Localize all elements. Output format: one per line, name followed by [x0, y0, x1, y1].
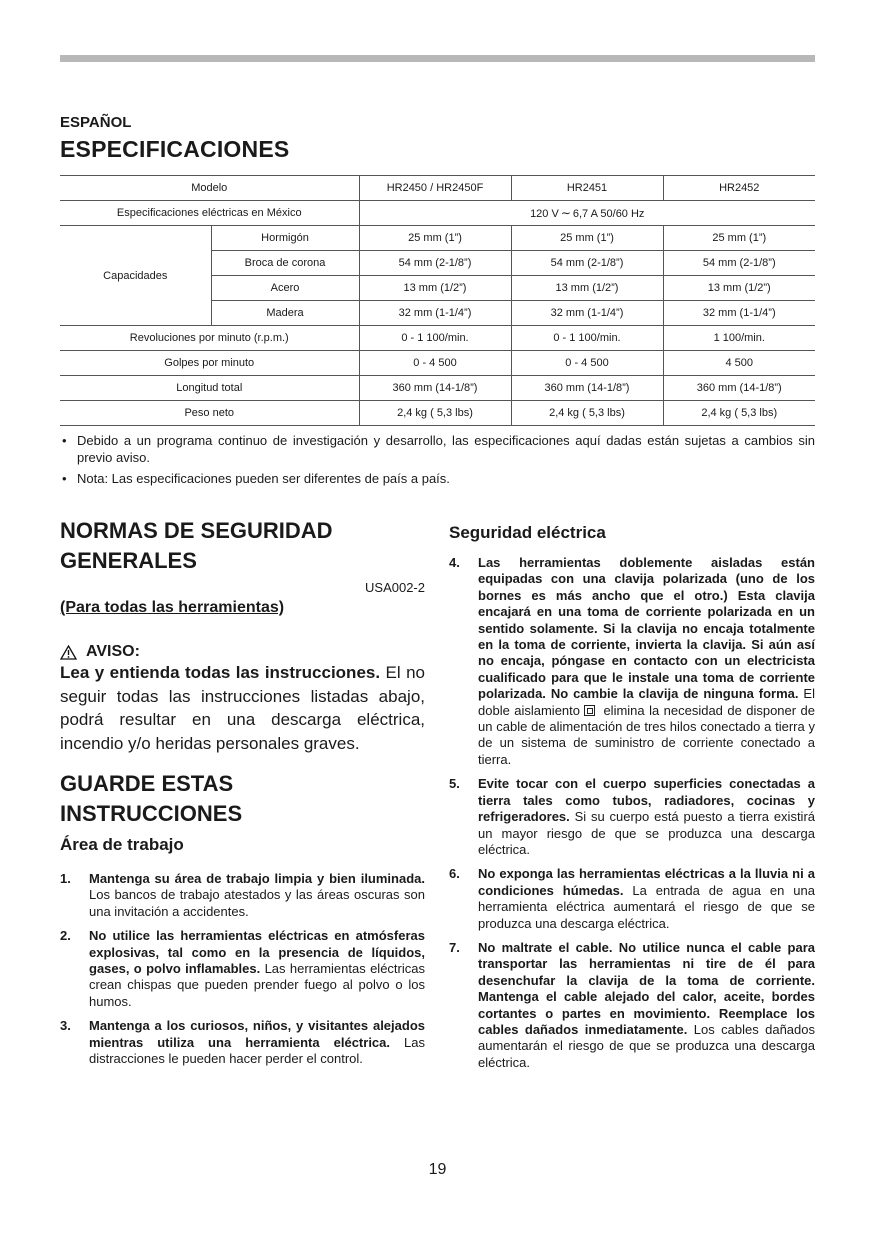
table-cell: 1 100/min. — [663, 326, 815, 351]
item-bold-text: Las herramientas doblemente aisladas están equipadas con una clavija polarizada (uno de los bornes es más ancho que el otro.) Esta clavija encajará en una toma de corriente polarizada en un sentido solamente. Si la clavija no encaja totalmente en la toma de corriente, invierta la clavija. Si aún así no encaja, póngase en contacto con un electricista cualificado para que le instale una toma de corriente polarizada. No cambie la clavija de ninguna forma. — [478, 555, 815, 702]
warning-triangle-icon — [60, 645, 77, 660]
title-line: NORMAS DE SEGURIDAD — [60, 518, 333, 543]
item-text: La entrada de agua en una herramienta eléctrica aumentará el riesgo de que se produzca una descarga eléctrica. — [478, 882, 815, 931]
table-cell: 25 mm (1”) — [663, 226, 815, 251]
table-cell: Revoluciones por minuto (r.p.m.) — [60, 326, 359, 351]
table-cell: Golpes por minuto — [60, 351, 359, 376]
table-cell: Modelo — [60, 176, 359, 201]
table-row — [60, 176, 815, 201]
item-text: elimina la necesidad de disponer de un cable de alimentación de tres hilos conectado a tierra y de un sistema de suministro de corriente conectado a tierra. — [478, 702, 815, 767]
item-number: 6. — [449, 866, 460, 882]
table-cell: HR2452 — [663, 176, 815, 201]
table-cell: Madera — [211, 301, 359, 326]
right-column — [449, 519, 815, 1079]
item-bold-text: Mantenga su área de trabajo limpia y bien iluminada. — [89, 871, 425, 886]
work-area-list — [60, 871, 425, 1067]
table-cell: Broca de corona — [211, 251, 359, 276]
title-line: GUARDE ESTAS — [60, 771, 234, 796]
table-row — [60, 376, 815, 401]
table-cell: 25 mm (1”) — [359, 226, 511, 251]
current-value: 6,7 A 50/60 Hz — [572, 208, 645, 220]
section-subtitle: (Para todas las herramientas) — [60, 599, 285, 616]
list-item — [449, 776, 815, 858]
table-cell: 2,4 kg ( 5,3 lbs) — [511, 401, 663, 426]
warning-heading — [60, 643, 425, 661]
table-cell: Longitud total — [60, 376, 359, 401]
warning-bold-text: Lea y entienda todas las instrucciones. — [60, 663, 381, 682]
section-title-save — [60, 769, 425, 829]
table-cell: 13 mm (1/2”) — [511, 276, 663, 301]
left-column — [60, 516, 425, 1075]
table-row — [60, 351, 815, 376]
table-cell: 54 mm (2-1/8”) — [359, 251, 511, 276]
table-cell: 32 mm (1-1/4”) — [359, 301, 511, 326]
table-cell: 32 mm (1-1/4”) — [511, 301, 663, 326]
electrical-safety-title: Seguridad eléctrica — [449, 523, 606, 542]
list-item — [449, 555, 815, 768]
item-bold-text: Mantenga a los curiosos, niños, y visitantes alejados mientras utiliza una herramienta eléctrica. — [89, 1018, 425, 1050]
item-bold-text: No exponga las herramientas eléctricas a la lluvia ni a condiciones húmedas. — [478, 866, 815, 898]
table-cell: 32 mm (1-1/4”) — [663, 301, 815, 326]
item-text: Los bancos de trabajo atestados y las áreas oscuras son una invitación a accidentes. — [89, 887, 425, 919]
table-cell: Especificaciones eléctricas en México — [60, 201, 359, 226]
item-number: 1. — [60, 871, 71, 886]
table-cell: Hormigón — [211, 226, 359, 251]
item-bold-text: Evite tocar con el cuerpo superficies conectadas a tierra tales como tubos, radiadores, cocinas y refrigeradores. — [478, 776, 815, 825]
table-cell: 2,4 kg ( 5,3 lbs) — [663, 401, 815, 426]
work-area-title: Área de trabajo — [60, 835, 184, 854]
table-cell: 54 mm (2-1/8”) — [663, 251, 815, 276]
table-row — [60, 326, 815, 351]
specifications-table — [60, 175, 815, 426]
item-bold-text: No maltrate el cable. No utilice nunca el cable para transportar las herramientas ni tire de él para desenchufar la clavija de la toma de corriente. Mantenga el cable alejado del calor, aceite, bordes cortantes o partes en movimiento. Reemplace los cables dañados inmediatamente. — [478, 939, 815, 1037]
table-cell: 360 mm (14-1/8”) — [359, 376, 511, 401]
item-text: Si su cuerpo está puesto a tierra existirá un mayor riesgo de que se produzca una descarga eléctrica. — [478, 809, 815, 857]
document-code: USA002-2 — [365, 580, 425, 595]
table-cell: 0 - 4 500 — [511, 351, 663, 376]
table-cell: 4 500 — [663, 351, 815, 376]
warning-text — [60, 661, 425, 755]
spec-notes-list — [60, 432, 815, 491]
header-rule — [60, 55, 815, 62]
list-item: • Nota: Las especificaciones pueden ser diferentes de país a país. — [60, 470, 815, 487]
table-cell: Peso neto — [60, 401, 359, 426]
item-number: 3. — [60, 1018, 71, 1034]
item-text: Las distracciones le pueden hacer perder el control. — [89, 1034, 425, 1067]
table-cell: 13 mm (1/2”) — [359, 276, 511, 301]
list-item — [60, 1018, 425, 1067]
list-item — [60, 928, 425, 1010]
item-text: El doble aislamiento — [478, 686, 815, 718]
table-cell: 0 - 4 500 — [359, 351, 511, 376]
title-line: GENERALES — [60, 548, 197, 573]
voltage-value: 120 V — [530, 208, 559, 220]
item-number: 4. — [449, 555, 460, 570]
table-cell: 2,4 kg ( 5,3 lbs) — [359, 401, 511, 426]
list-item — [449, 940, 815, 1071]
table-row — [60, 226, 815, 251]
section-title-safety — [60, 516, 425, 576]
table-cell: 360 mm (14-1/8”) — [511, 376, 663, 401]
item-number: 5. — [449, 776, 460, 792]
table-cell — [359, 201, 815, 226]
table-row — [60, 201, 815, 226]
table-row — [60, 401, 815, 426]
list-item — [449, 866, 815, 932]
table-cell: HR2450 / HR2450F — [359, 176, 511, 201]
page-title: ESPECIFICACIONES — [60, 136, 290, 162]
language-label: ESPAÑOL — [60, 114, 132, 131]
table-cell: 25 mm (1”) — [511, 226, 663, 251]
table-cell: 13 mm (1/2”) — [663, 276, 815, 301]
item-bold-text: No utilice las herramientas eléctricas en atmósferas explosivas, tal como en la presencia de líquidos, gases, o polvo inflamables. — [89, 928, 425, 977]
title-line: INSTRUCCIONES — [60, 801, 243, 826]
item-text: Las herramientas eléctricas crean chispas que pueden prender fuego al polvo o los humos. — [89, 961, 425, 1009]
table-cell: 0 - 1 100/min. — [511, 326, 663, 351]
table-cell: 360 mm (14-1/8”) — [663, 376, 815, 401]
table-cell: Capacidades — [60, 226, 211, 326]
warning-label: AVISO: — [86, 643, 140, 660]
double-insulation-icon — [584, 705, 595, 716]
table-cell: 0 - 1 100/min. — [359, 326, 511, 351]
warning-body-text: El no seguir todas las instrucciones listadas abajo, podrá resultar en una descarga eléctrica, incendio y/o heridas personales graves. — [60, 663, 425, 753]
item-number: 2. — [60, 928, 71, 944]
table-cell: Acero — [211, 276, 359, 301]
table-cell: HR2451 — [511, 176, 663, 201]
item-text: Los cables dañados aumentarán el riesgo de que se produzca una descarga eléctrica. — [478, 1021, 815, 1070]
electrical-safety-list — [449, 555, 815, 1071]
table-cell: 54 mm (2-1/8”) — [511, 251, 663, 276]
list-item — [60, 871, 425, 920]
page-number: 19 — [428, 1161, 447, 1178]
item-number: 7. — [449, 939, 460, 955]
list-item: • Debido a un programa continuo de investigación y desarrollo, las especificaciones aquí dadas están sujetas a cambios sin previo aviso. — [60, 432, 815, 466]
ac-symbol-icon: ∼ — [560, 206, 571, 220]
